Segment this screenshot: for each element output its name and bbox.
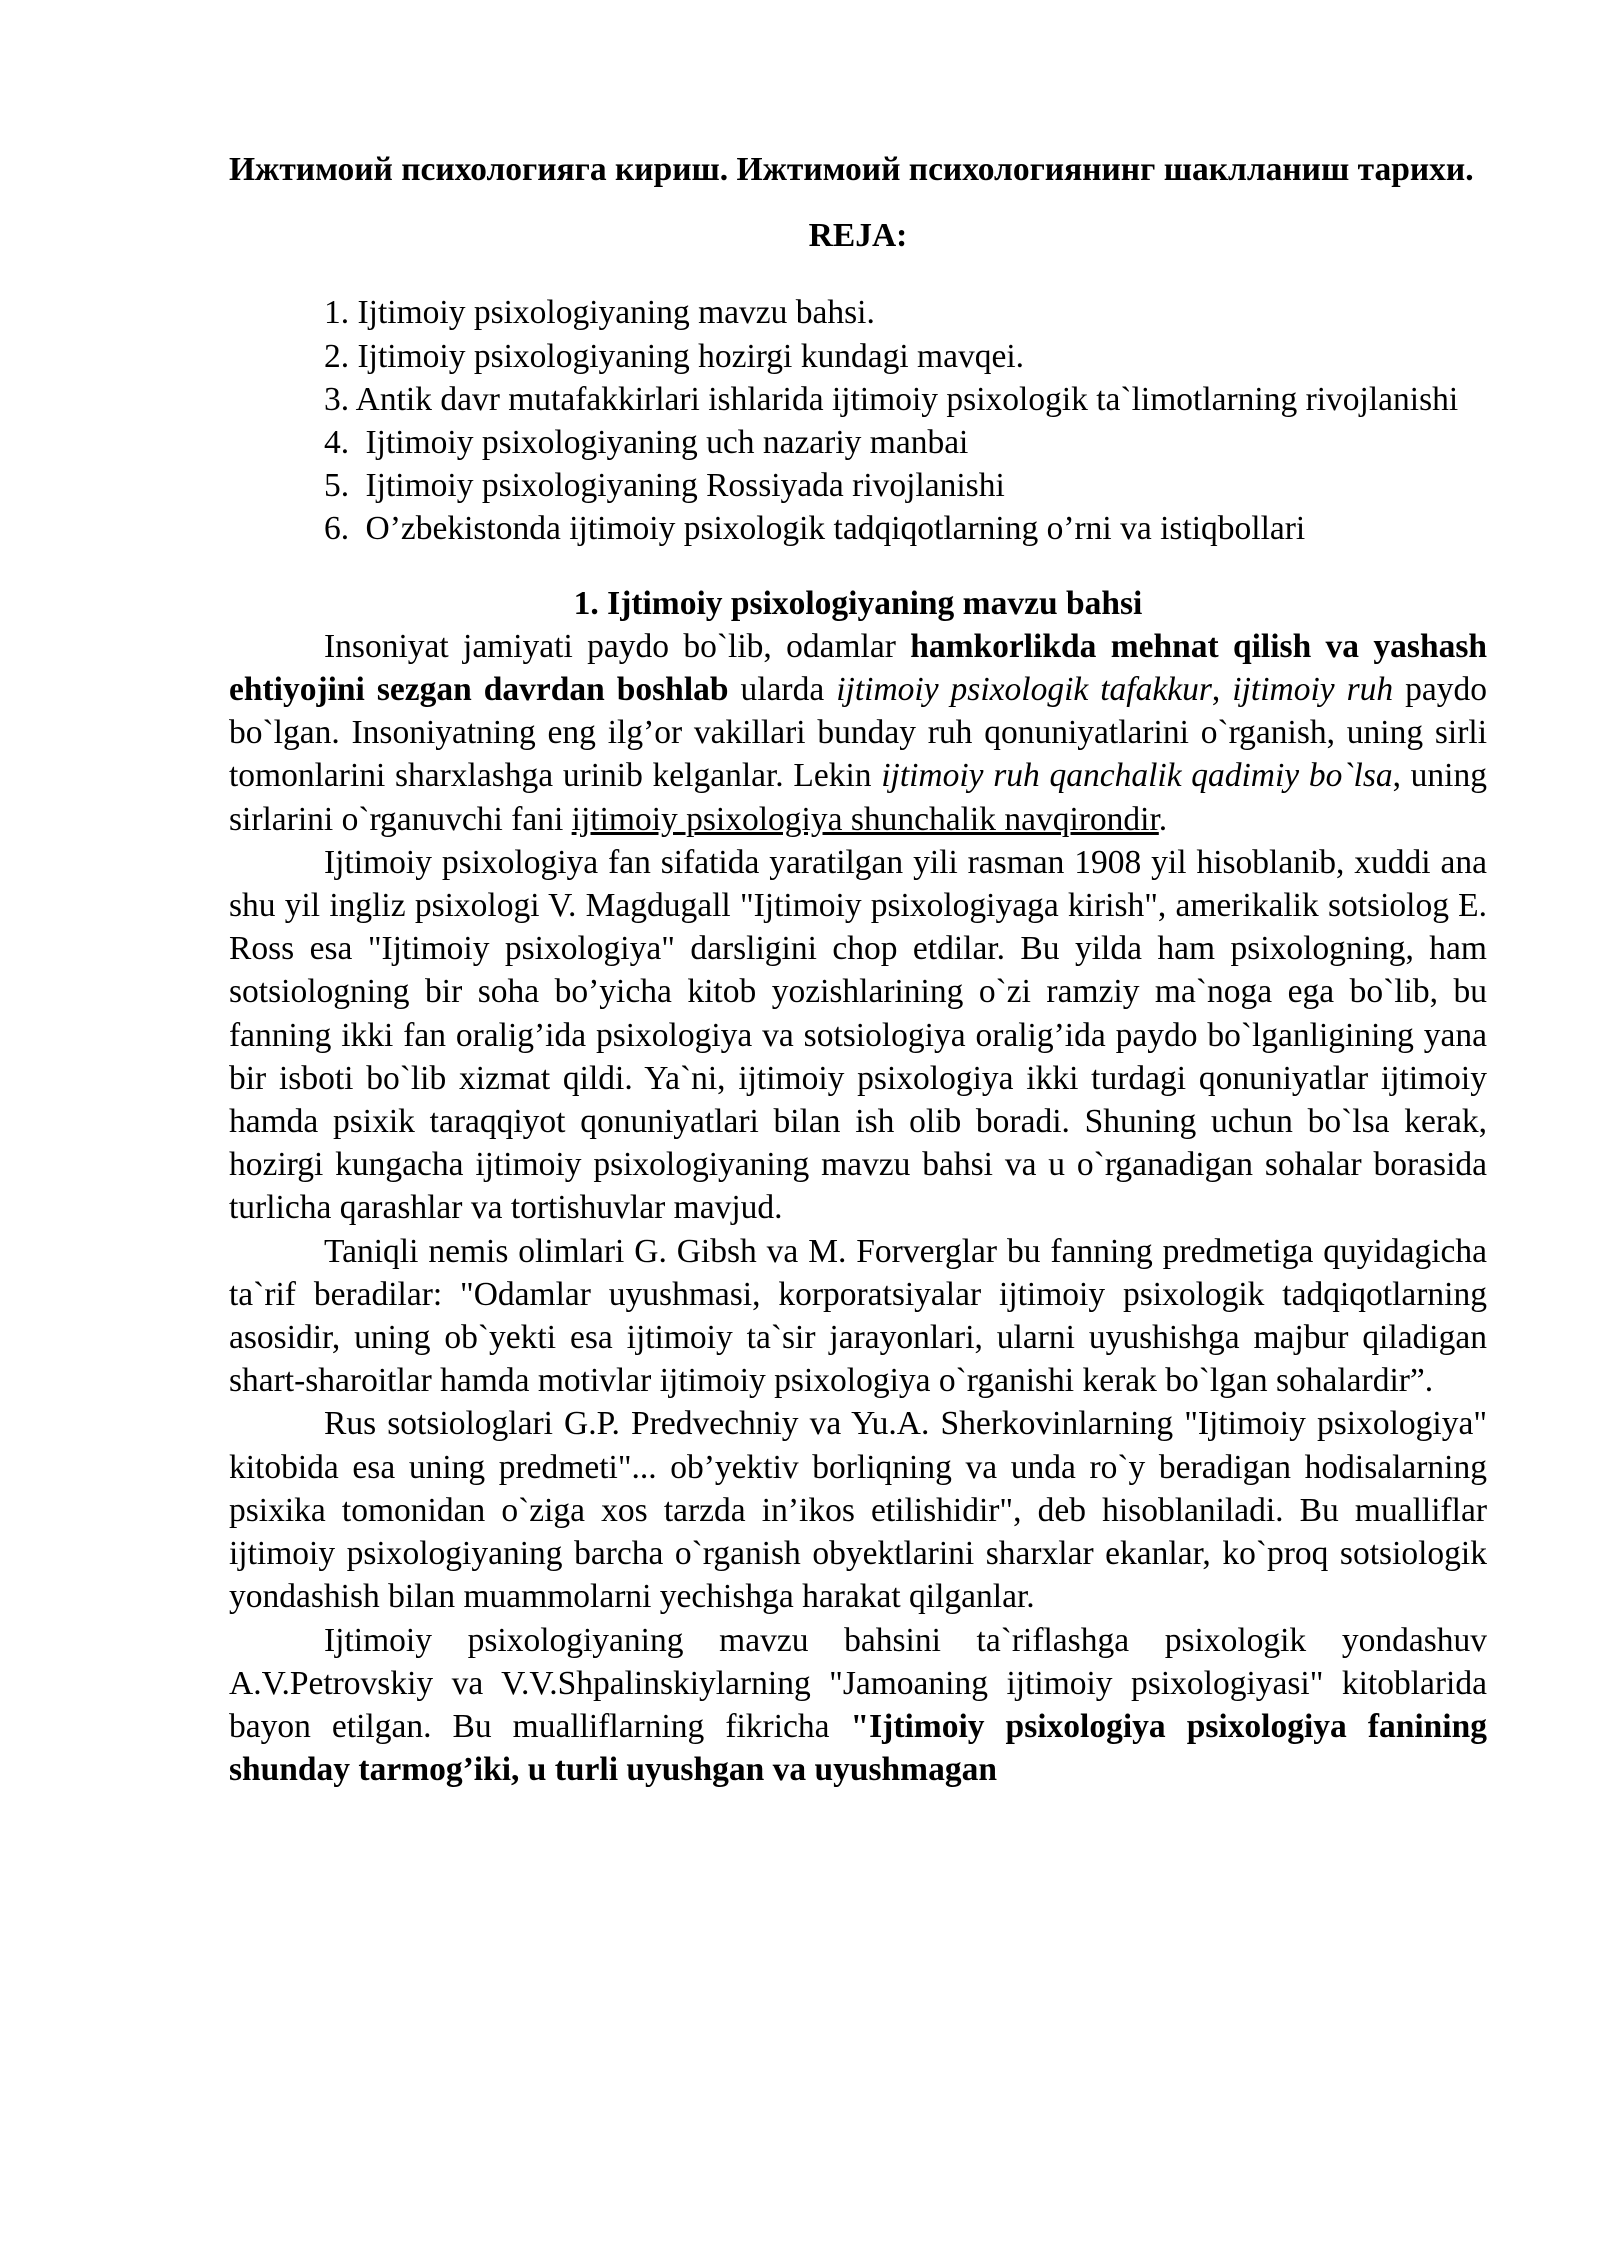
document-title: Ижтимоий психологияга кириш. Ижтимоий психологиянинг шаклланиш тарихи. [229,151,1474,188]
plan-item: 6. O’zbekistonda ijtimoiy psixologik tadqiqotlarning o’rni va istiqbollari [324,510,1306,548]
section-heading: 1. Ijtimoiy psixologiyaning mavzu bahsi [573,584,1143,622]
paragraph: Rus sotsiologlari G.P. Predvechniy va Yu.A. Sherkovinlarning "Ijtimoiy psixologiya" kitobida esa uning predmeti"... ob’yektiv borliqning va unda ro`y beradigan hodisalarning psixika tomonidan o`ziga xos tarzda in’ikos etilishidir", deb hisoblaniladi. Bu mualliflar ijtimoiy psixologiyaning barcha o`rganish obyektlarini sharxlar ekanlar, ko`proq sotsiologik yondashish bilan muammolarni yechishga harakat qilganlar. [229,1405,1487,1616]
plan-item: 2. Ijtimoiy psixologiyaning hozirgi kundagi mavqei. [324,337,1025,375]
paragraph: Ijtimoiy psixologiyaning mavzu bahsini ta`riflashga psixologik yondashuv A.V.Petrovskiy va V.V.Shpalinskiylarning "Jamoaning ijtimoiy psixologiyasi" kitoblarida bayon etilgan. Bu mualliflarning fikricha "Ijtimoiy psixologiya psixologiya fanining shunday tarmog’iki, u turli uyushgan va uyushmagan [229,1621,1487,1789]
plan-item: 5. Ijtimoiy psixologiyaning Rossiyada rivojlanishi [324,467,1005,505]
plan-item: 3. Antik davr mutafakkirlari ishlarida ijtimoiy psixologik ta`limotlarning rivojlanishi [324,380,1459,418]
plan-item: 4. Ijtimoiy psixologiyaning uch nazariy manbai [324,424,969,462]
document-page [229,148,1487,1791]
plan-item: 1. Ijtimoiy psixologiyaning mavzu bahsi. [324,294,875,332]
plan-heading: REJA: [808,217,908,255]
paragraph: Insoniyat jamiyati paydo bo`lib, odamlar hamkorlikda mehnat qilish va yashash ehtiyojini sezgan davrdan boshlab ularda ijtimoiy psixologik tafakkur, ijtimoiy ruh paydo bo`lgan. Insoniyatning eng ilg’or vakillari bunday ruh qonuniyatlarini o`rganish, uning sirli tomonlarini sharxlashga urinib kelganlar. Lekin ijtimoiy ruh qanchalik qadimiy bo`lsa, uning sirlarini o`rganuvchi fani ijtimoiy psixologiya shunchalik navqirondir. [229,627,1488,838]
paragraph: Ijtimoiy psixologiya fan sifatida yaratilgan yili rasman 1908 yil hisoblanib, xuddi ana shu yil ingliz psixologi V. Magdugall "Ijtimoiy psixologiyaga kirish", amerikalik sotsiolog E. Ross esa "Ijtimoiy psixologiya" darsligini chop etdilar. Bu yilda ham psixologning, ham sotsiologning bir soha bo’yicha kitob yozishlarining o`zi ramziy ma`noga ega bo`lib, bu fanning ikki fan oralig’ida psixologiya va sotsiologiya oralig’ida paydo bo`lganligining yana bir isboti bo`lib xizmat qildi. Ya`ni, ijtimoiy psixologiya ikki turdagi qonuniyatlar ijtimoiy hamda psixik taraqqiyot qonuniyatlari bilan ish olib boradi. Shuning uchun bo`lsa kerak, hozirgi kungacha ijtimoiy psixologiyaning mavzu bahsi va u o`rganadigan sohalar borasida turlicha qarashlar va tortishuvlar mavjud. [229,843,1487,1227]
paragraph: Taniqli nemis olimlari G. Gibsh va M. Forverglar bu fanning predmetiga quyidagicha ta`rif beradilar: "Odamlar uyushmasi, korporatsiyalar ijtimoiy psixologik tadqiqotlarning asosidir, uning ob`yekti esa ijtimoiy ta`sir jarayonlari, ularni uyushishga majbur qiladigan shart-sharoitlar hamda motivlar ijtimoiy psixologiya o`rganishi kerak bo`lgan sohalardir”. [229,1232,1487,1400]
plan-list [229,291,1487,550]
